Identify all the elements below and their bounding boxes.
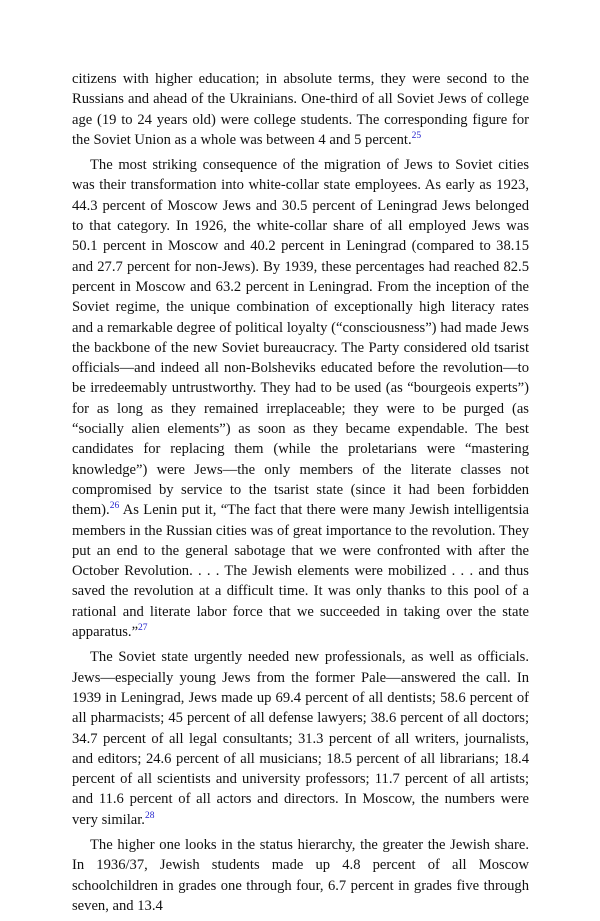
paragraph-text: The higher one looks in the status hierarchy, the greater the Jewish share. In 1936/37, Jewish students made up 4.8 percent of all Moscow schoolchildren in grades one through four, 6.7 percent in grades five through seven, and 13.4 (72, 836, 529, 914)
footnote-ref-27[interactable]: 27 (138, 623, 148, 634)
footnote-ref-26[interactable]: 26 (109, 501, 120, 512)
paragraph (72, 835, 529, 916)
paragraph-text-continued: As Lenin put it, “The fact that there were many Jewish intelligentsia members in the Russian cities was of great importance to the revolution. They put an end to the general sabotage that we were confronted with after the October Revolution. . . . The Jewish elements were mobilized . . . and thus saved the revolution at a difficult time. It was only thanks to this pool of a rational and literate labor force that we succeeded in taking over the state apparatus.” (72, 502, 529, 641)
footnote-ref-28[interactable]: 28 (144, 810, 155, 821)
paragraph (72, 69, 529, 150)
paragraph-text: The most striking consequence of the migration of Jews to Soviet cities was their transformation into white-collar state employees. As early as 1923, 44.3 percent of Moscow Jews and 30.5 percent of Leningrad Jews belonged to that category. In 1926, the white-collar share of all employed Jews was 50.1 percent in Moscow and 40.2 percent in Leningrad (compared to 38.15 and 27.7 percent for non-Jews). By 1939, these percentages had reached 82.5 percent in Moscow and 63.2 percent in Leningrad. From the inception of the Soviet regime, the unique combination of exceptionally high literacy rates and a remarkable degree of political loyalty (“consciousness”) had made Jews the backbone of the new Soviet bureaucracy. The Party considered old tsarist officials—and indeed all non-Bolsheviks educated before the revolution—to be irredeemably untrustworthy. They had to be used (as “bourgeois experts”) for as long as they remained irreplaceable; they were to be purged (as “socially alien elements”) as soon as they became expendable. The best candidates for replacing them (while the proletarians were “mastering knowledge”) were Jews—the only members of the literate classes not compromised by service to the tsarist state (since it had been forbidden them). (72, 157, 529, 519)
footnote-ref-25[interactable]: 25 (411, 131, 422, 142)
paragraph (72, 155, 529, 642)
paragraph (72, 647, 529, 830)
paragraph-text: citizens with higher education; in absolute terms, they were second to the Russians and ahead of the Ukrainians. One-third of all Soviet Jews of college age (19 to 24 years old) were college students. The corresponding figure for the Soviet Union as a whole was between 4 and 5 percent. (72, 71, 529, 148)
paragraph-text: The Soviet state urgently needed new professionals, as well as officials. Jews—especially young Jews from the former Pale—answered the call. In 1939 in Leningrad, Jews made up 69.4 percent of all dentists; 58.6 percent of all pharmacists; 45 percent of all defense lawyers; 38.6 percent of all doctors; 34.7 percent of all legal consultants; 31.3 percent of all writers, journalists, and editors; 24.6 percent of all musicians; 18.5 percent of all librarians; 18.4 percent of all scientists and university professors; 11.7 percent of all artists; and 11.6 percent of all actors and directors. In Moscow, the numbers were very similar. (72, 649, 529, 828)
body-text (72, 69, 529, 921)
